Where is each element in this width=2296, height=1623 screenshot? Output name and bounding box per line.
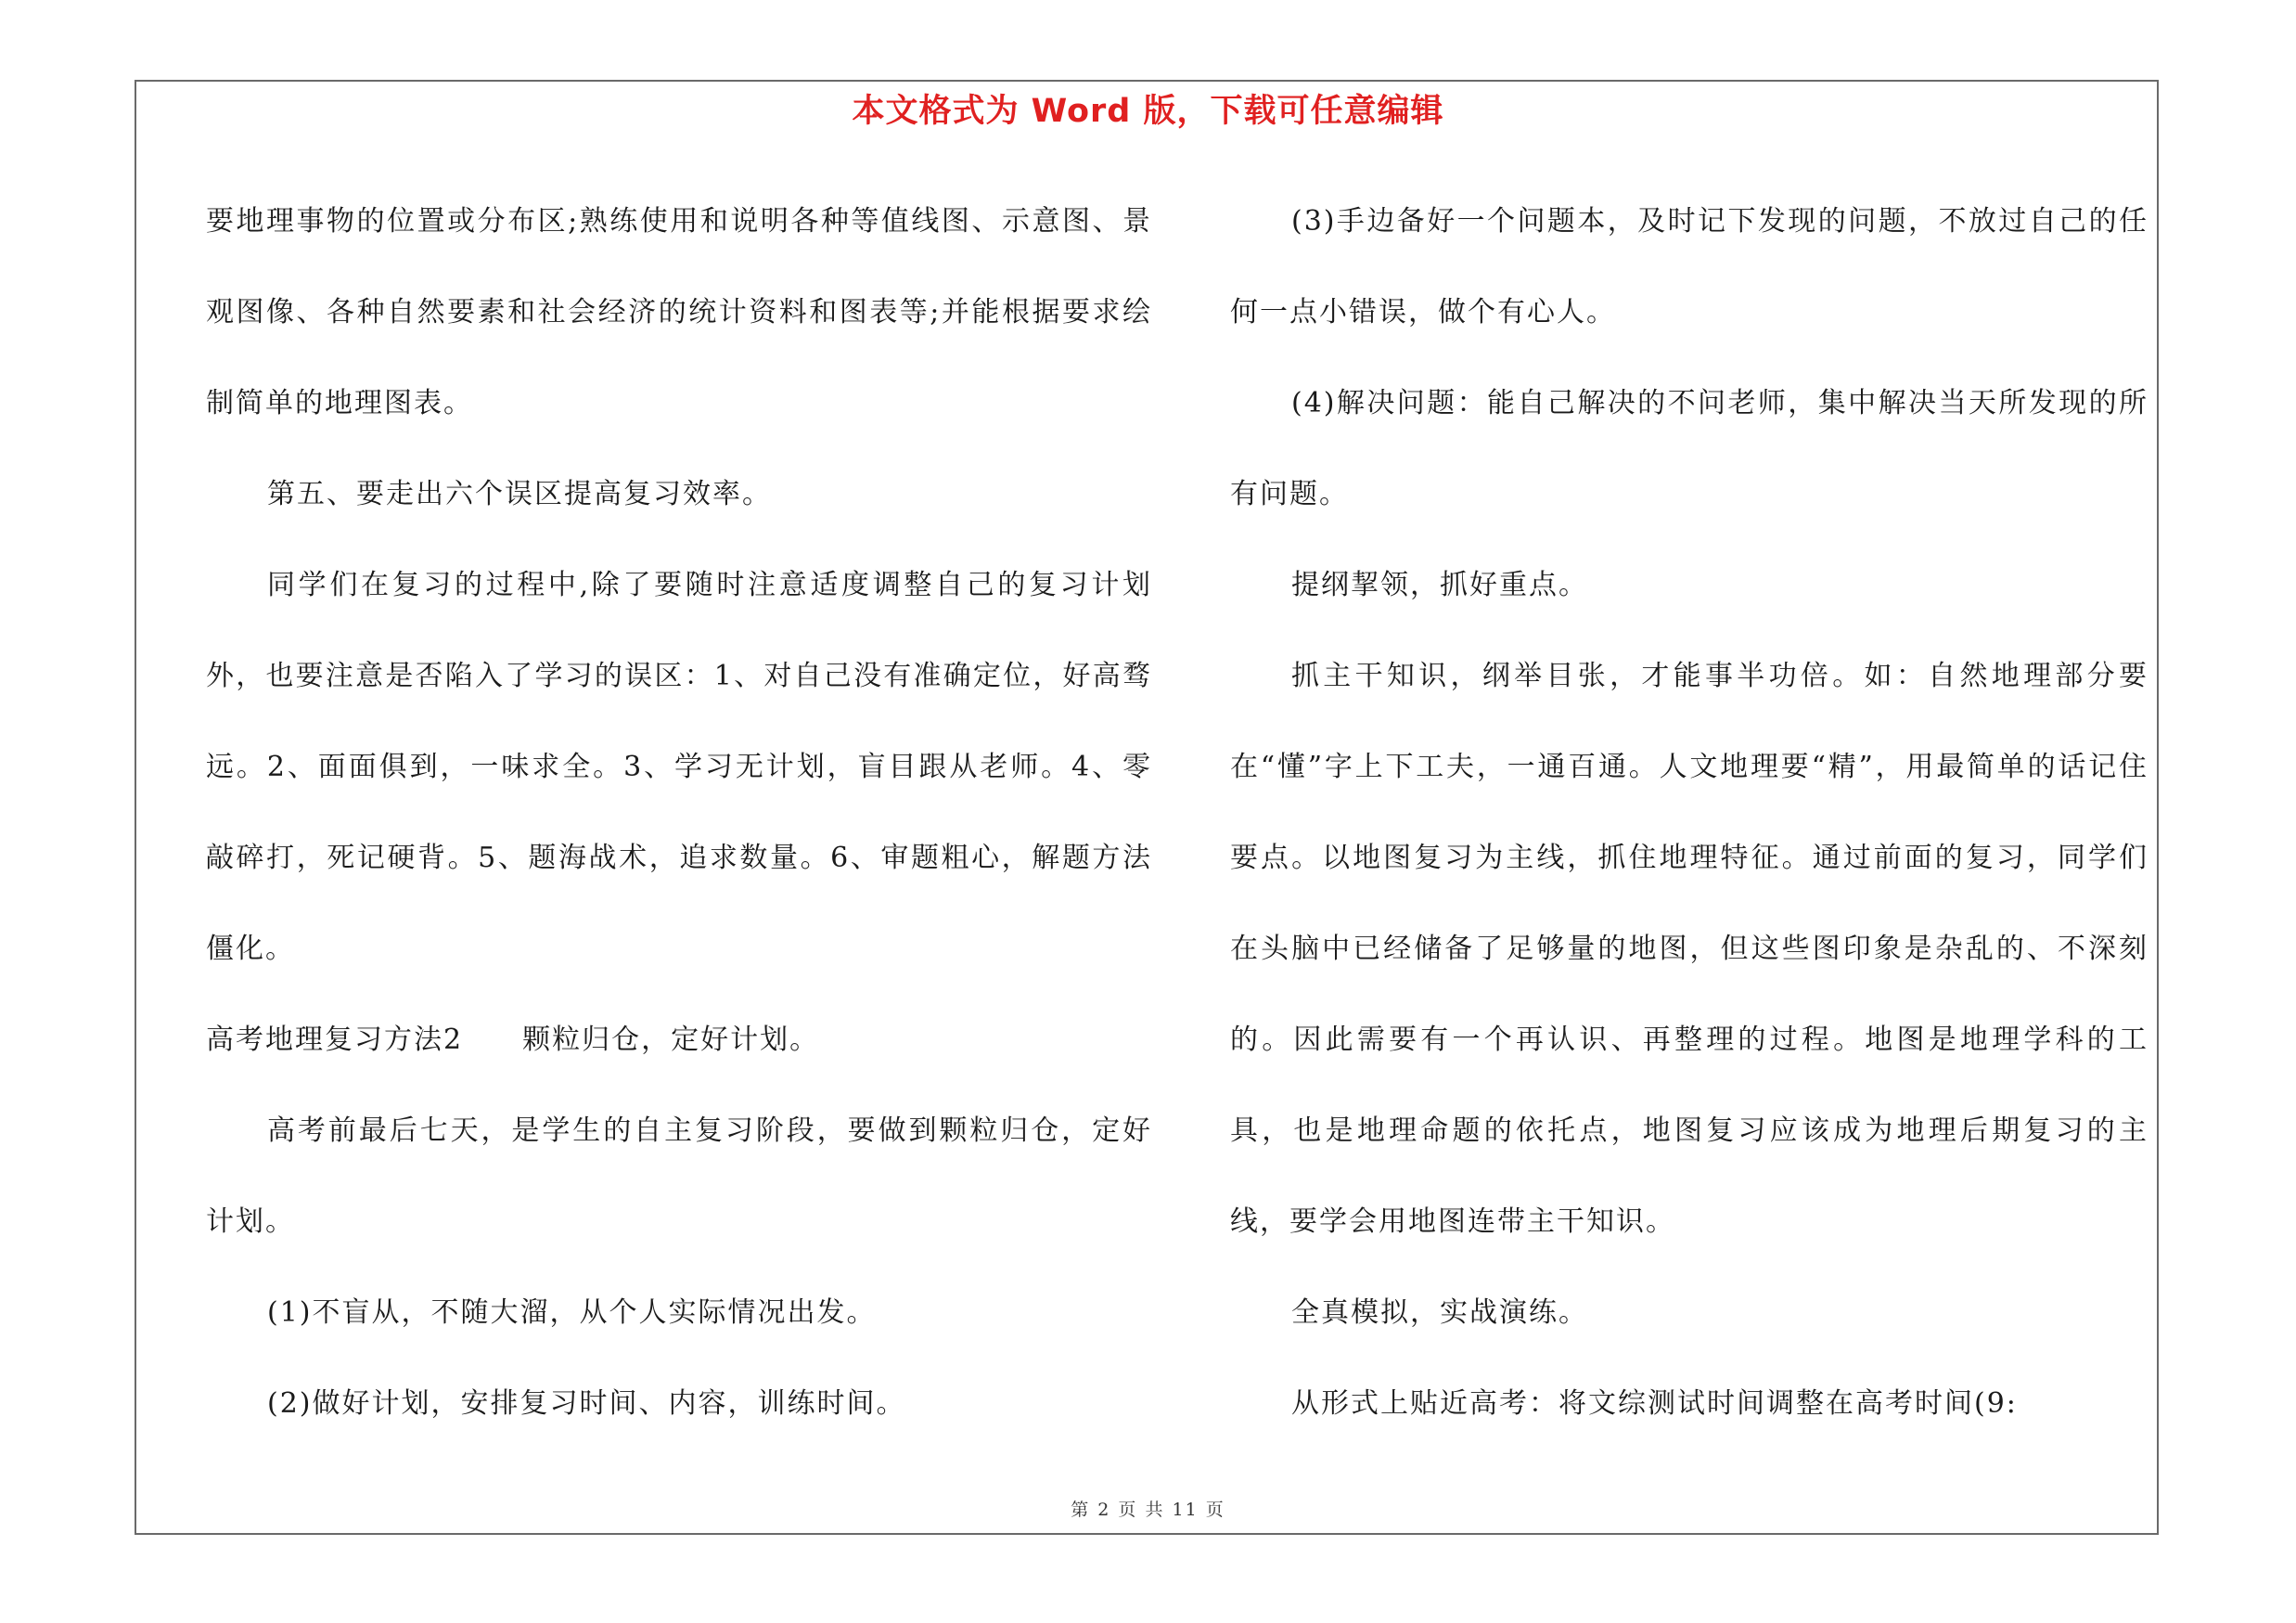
paragraph: 高考前最后七天，是学生的自主复习阶段，要做到颗粒归仓，定好计划。 bbox=[206, 1114, 1152, 1238]
paragraph: 同学们在复习的过程中,除了要随时注意适度调整自己的复习计划外，也要注意是否陷入了学习的误区：1、对自己没有准确定位，好高骛远。2、面面俱到，一味求全。3、学习无计划，盲目跟从老师。4、零敲碎打，死记硬背。5、题海战术，追求数量。6、审题粗心，解题方法僵化。 bbox=[206, 569, 1152, 965]
paragraph: 全真模拟，实战演练。 bbox=[1291, 1296, 1588, 1329]
left-column bbox=[206, 176, 1152, 1449]
paragraph: 抓主干知识，纲举目张，才能事半功倍。如：自然地理部分要在“懂”字上下工夫，一通百通。人文地理要“精”，用最简单的话记住要点。以地图复习为主线，抓住地理特征。通过前面的复习，同学们在头脑中已经储备了足够量的地图，但这些图印象是杂乱的、不深刻的。因此需要有一个再认识、再整理的过程。地图是地理学科的工具，也是地理命题的依托点，地图复习应该成为地理后期复习的主线，要学会用地图连带主干知识。 bbox=[1230, 660, 2148, 1238]
paragraph: (3)手边备好一个问题本，及时记下发现的问题，不放过自己的任何一点小错误，做个有心人。 bbox=[1230, 205, 2148, 328]
section-heading: 高考地理复习方法2 颗粒归仓，定好计划。 bbox=[206, 1024, 820, 1056]
format-banner: 本文格式为 Word 版，下载可任意编辑 bbox=[852, 93, 1444, 130]
paragraph: (2)做好计划，安排复习时间、内容，训练时间。 bbox=[267, 1387, 906, 1420]
page-number-footer: 第 2 页 共 11 页 bbox=[1071, 1500, 1225, 1520]
paragraph: 要地理事物的位置或分布区;熟练使用和说明各种等值线图、示意图、景观图像、各种自然要素和社会经济的统计资料和图表等;并能根据要求绘制简单的地理图表。 bbox=[206, 205, 1152, 419]
paragraph: (1)不盲从，不随大溜，从个人实际情况出发。 bbox=[267, 1296, 877, 1329]
right-column bbox=[1230, 176, 2148, 1449]
paragraph: 第五、要走出六个误区提高复习效率。 bbox=[267, 478, 772, 510]
paragraph: 提纲挈领，抓好重点。 bbox=[1291, 569, 1588, 601]
paragraph: 从形式上贴近高考：将文综测试时间调整在高考时间(9: bbox=[1291, 1387, 2018, 1420]
paragraph: (4)解决问题：能自己解决的不问老师，集中解决当天所发现的所有问题。 bbox=[1230, 387, 2148, 510]
